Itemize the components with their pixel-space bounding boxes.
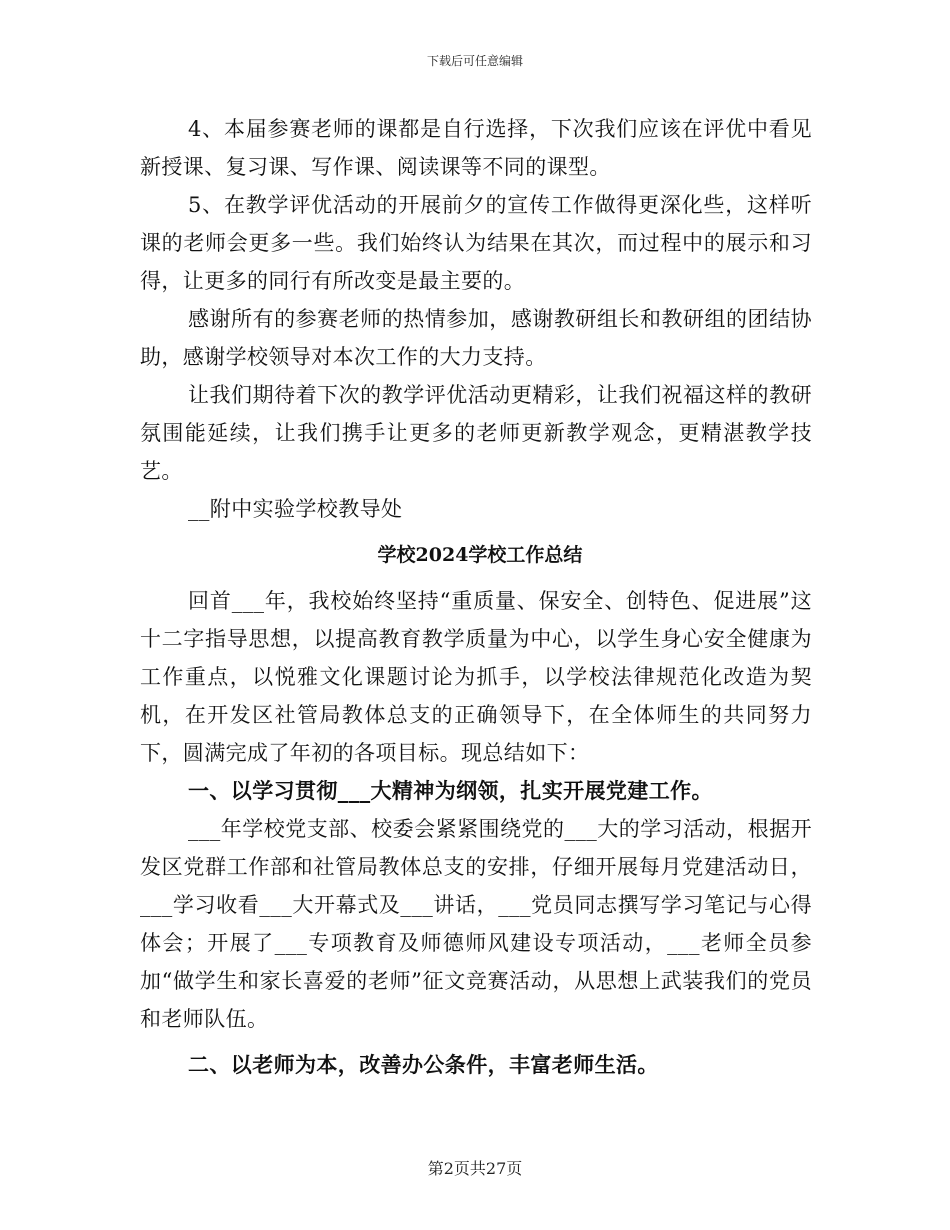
paragraph-thanks: 感谢所有的参赛老师的热情参加，感谢教研组长和教研组的团结协助，感谢学校领导对本次工作的大力支持。 [140, 307, 812, 369]
paragraph-closing: 让我们期待着下次的教学评优活动更精彩，让我们祝福这样的教研氛围能延续，让我们携手让更多的老师更新教学观念，更精湛教学技艺。 [140, 383, 812, 483]
section-1-body: ___年学校党支部、校委会紧紧围绕党的___大的学习活动，根据开发区党群工作部和社管局教体总支的安排，仔细开展每月党建活动日，___学习收看___大开幕式及___讲话，___党员同志撰写学习笔记与心得体会；开展了___专项教育及师德师风建设专项活动，___老师全员参加“做学生和家长喜爱的老师”征文竞赛活动，从思想上武装我们的党员和老师队伍。 [140, 817, 812, 1031]
intro-paragraph: 回首___年，我校始终坚持“重质量、保安全、创特色、促进展”这十二字指导思想，以提高教育教学质量为中心，以学生身心安全健康为工作重点，以悦雅文化课题讨论为抓手，以学校法律规范化改造为契机，在开发区社管局教体总支的正确领导下，在全体师生的共同努力下，圆满完成了年初的各项目标。现总结如下： [140, 589, 812, 765]
document-body [140, 110, 812, 1084]
document-title: 学校2024学校工作总结 [377, 544, 583, 566]
paragraph-item-5: 5、在教学评优活动的开展前夕的宣传工作做得更深化些，这样听课的老师会更多一些。我们始终认为结果在其次，而过程中的展示和习得，让更多的同行有所改变是最主要的。 [140, 193, 812, 293]
section-2-heading: 二、以老师为本，改善办公条件，丰富老师生活。 [188, 1052, 659, 1077]
page-footer: 第2页共27页 [427, 1159, 523, 1178]
section-1-heading: 一、以学习贯彻___大精神为纲领，扎实开展党建工作。 [188, 778, 713, 803]
paragraph-item-4: 4、本届参赛老师的课都是自行选择，下次我们应该在评优中看见新授课、复习课、写作课、阅读课等不同的课型。 [140, 117, 812, 179]
signature-line: __附中实验学校教导处 [188, 497, 403, 521]
page-header: 下载后可任意编辑 [426, 54, 523, 68]
